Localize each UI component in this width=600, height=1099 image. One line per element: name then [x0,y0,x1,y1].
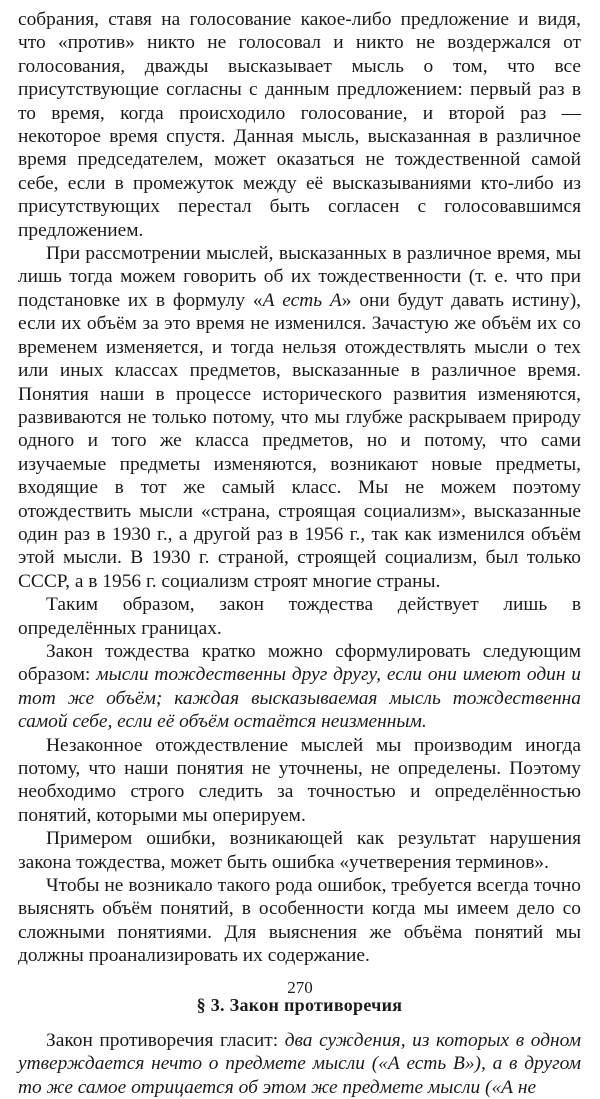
paragraph-error-example: Примером ошибки, возникающей как результат нарушения закона тождества, может быть ошибка «учетверения терминов». [18,828,581,873]
page-number: 270 [287,978,313,997]
paragraph-text: Закон противоречия гласит: [46,1030,285,1052]
paragraph-text: » они будут давать истину), если их объём за это время не изменился. Зачастую же объём их со временем изменяется, и тогда нельзя отождествлять мысли о тех или иных классах предметов, высказанные в различное время. Понятия наши в процессе исторического развития изменяются, развиваются не только потому, что мы глубже раскрываем природу одного и того же класса предметов, но и потому, что сами изучаемые предметы изменяются, возникают новые предметы, входящие в тот же самый класс. Мы не можем поэтому отождествить мысли «страна, строящая социализм», высказанные один раз в 1930 г., а другой раз в 1956 г., так как изменился объём этой мысли. В 1930 г. страной, строящей социализм, был только СССР, а в 1956 г. социализм строят многие страны. [18,289,581,592]
law-of-contradiction-definition: два суждения, из которых в одном утверждается нечто о предмете мысли («А есть В»), а в другом то же самое отрицается об этом же предмете мысли («А не [18,1030,581,1098]
formula-a-is-a: А есть А [262,289,342,311]
paragraph-text: Закон тождества кратко можно сформулировать следующим образом: [18,640,581,686]
paragraph-identity-over-time [18,242,581,593]
paragraph-text: При рассмотрении мыслей, высказанных в различное время, мы лишь тогда можем говорить об их тождественности (т. е. что при подстановке их в формулу « [18,243,581,311]
paragraph-law-formulation [18,640,581,734]
paragraph-law-of-contradiction [18,1029,581,1099]
book-page-text [18,8,581,1099]
paragraph-conclusion: Таким образом, закон тождества действует лишь в определённых границах. [18,594,581,639]
paragraph-illegal-identification: Незаконное отождествление мыслей мы производим иногда потому, что наши понятия не уточнены, не определены. Поэтому необходимо строго следить за точностью и определённостью понятий, которыми мы оперируем. [18,734,581,826]
paragraph-continuation: собрания, ставя на голосование какое-либо предложение и видя, что «против» никто не голосовал и никто не воздержался от голосования, дважды высказывает мысль о том, что все присутствующие согласны с данным предложением: первый раз в то время, когда происходило голосование, и второй раз — некоторое время спустя. Данная мысль, высказанная в различное время председателем, может оказаться не тождественной самой себе, если в промежуток между её высказываниями кто-либо из присутствующих перестал быть согласен с голосовавшимся предложением. [18,9,581,241]
section-heading: § 3. Закон противоречия [196,994,403,1015]
paragraph-avoid-errors: Чтобы не возникало такого рода ошибок, требуется всегда точно выяснять объём понятий, в особенности когда мы имеем дело со сложными понятиями. Для выяснения же объёма понятий мы должны проанализировать их содержание. [18,875,581,967]
law-of-identity-definition: мысли тождественны друг другу, если они имеют один и тот же объём; каждая высказываемая мысль тождественна самой себе, если её объём остаётся неизменным. [18,664,581,733]
